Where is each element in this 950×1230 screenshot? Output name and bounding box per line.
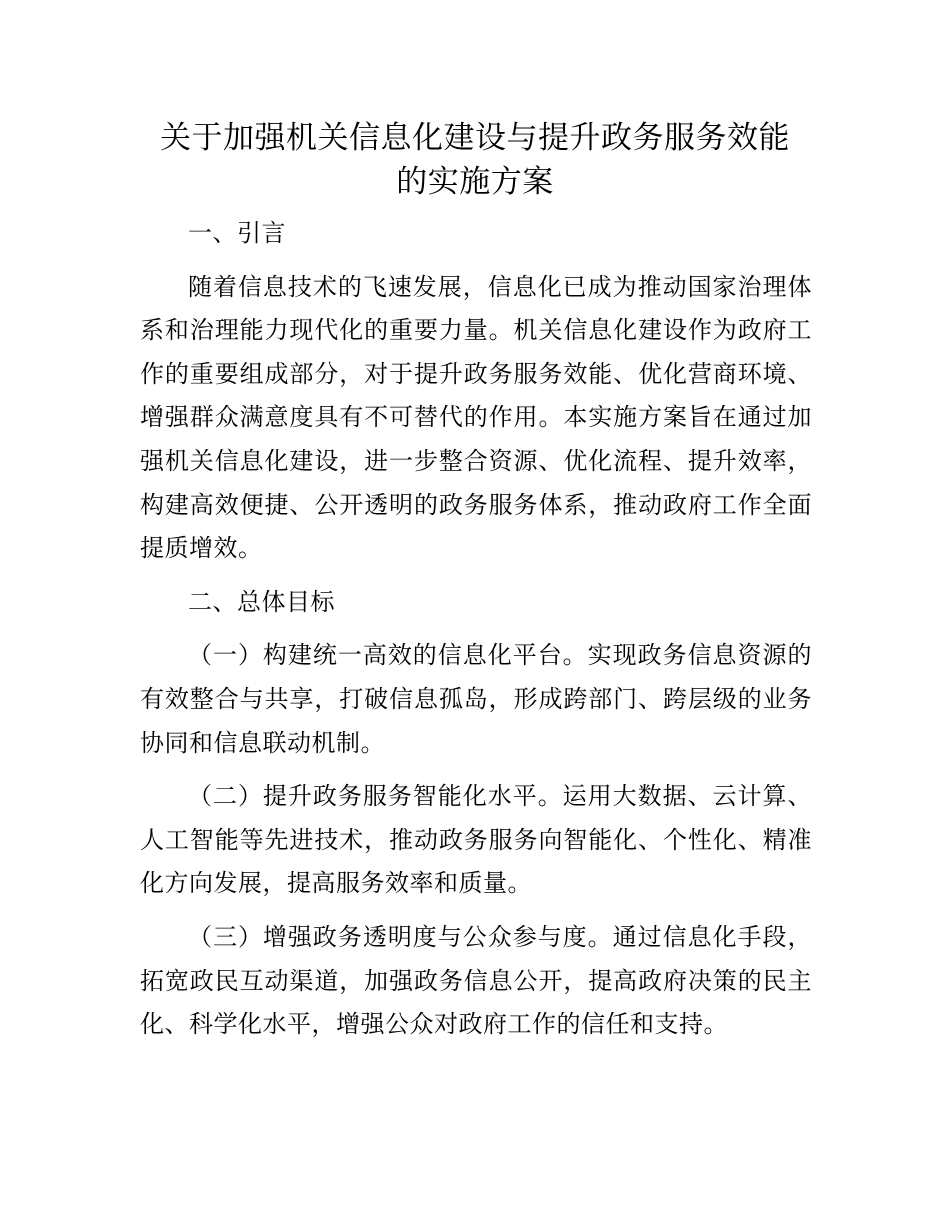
document-body [140, 212, 812, 1047]
section-heading-intro: 一、引言 [188, 219, 286, 247]
document-title-line-1: 关于加强机关信息化建设与提升政务服务效能 [160, 120, 790, 156]
section-heading-goals: 二、总体目标 [188, 587, 335, 616]
goal-item-2: （二）提升政务服务智能化水平。运用大数据、云计算、人工智能等先进技术，推动政务服务向智能化、个性化、精准化方向发展，提高服务效率和质量。 [140, 782, 812, 898]
intro-paragraph: 随着信息技术的飞速发展，信息化已成为推动国家治理体系和治理能力现代化的重要力量。机关信息化建设作为政府工作的重要组成部分，对于提升政务服务效能、优化营商环境、增强群众满意度具有不可替代的作用。本实施方案旨在通过加强机关信息化建设，进一步整合资源、优化流程、提升效率，构建高效便捷、公开透明的政务服务体系，推动政府工作全面提质增效。 [140, 272, 812, 563]
document-title-line-2: 的实施方案 [396, 164, 554, 200]
goal-item-3: （三）增强政务透明度与公众参与度。通过信息化手段，拓宽政民互动渠道，加强政务信息公开，提高政府决策的民主化、科学化水平，增强公众对政府工作的信任和支持。 [140, 922, 812, 1039]
goal-item-1: （一）构建统一高效的信息化平台。实现政务信息资源的有效整合与共享，打破信息孤岛，形成跨部门、跨层级的业务协同和信息联动机制。 [140, 641, 812, 757]
